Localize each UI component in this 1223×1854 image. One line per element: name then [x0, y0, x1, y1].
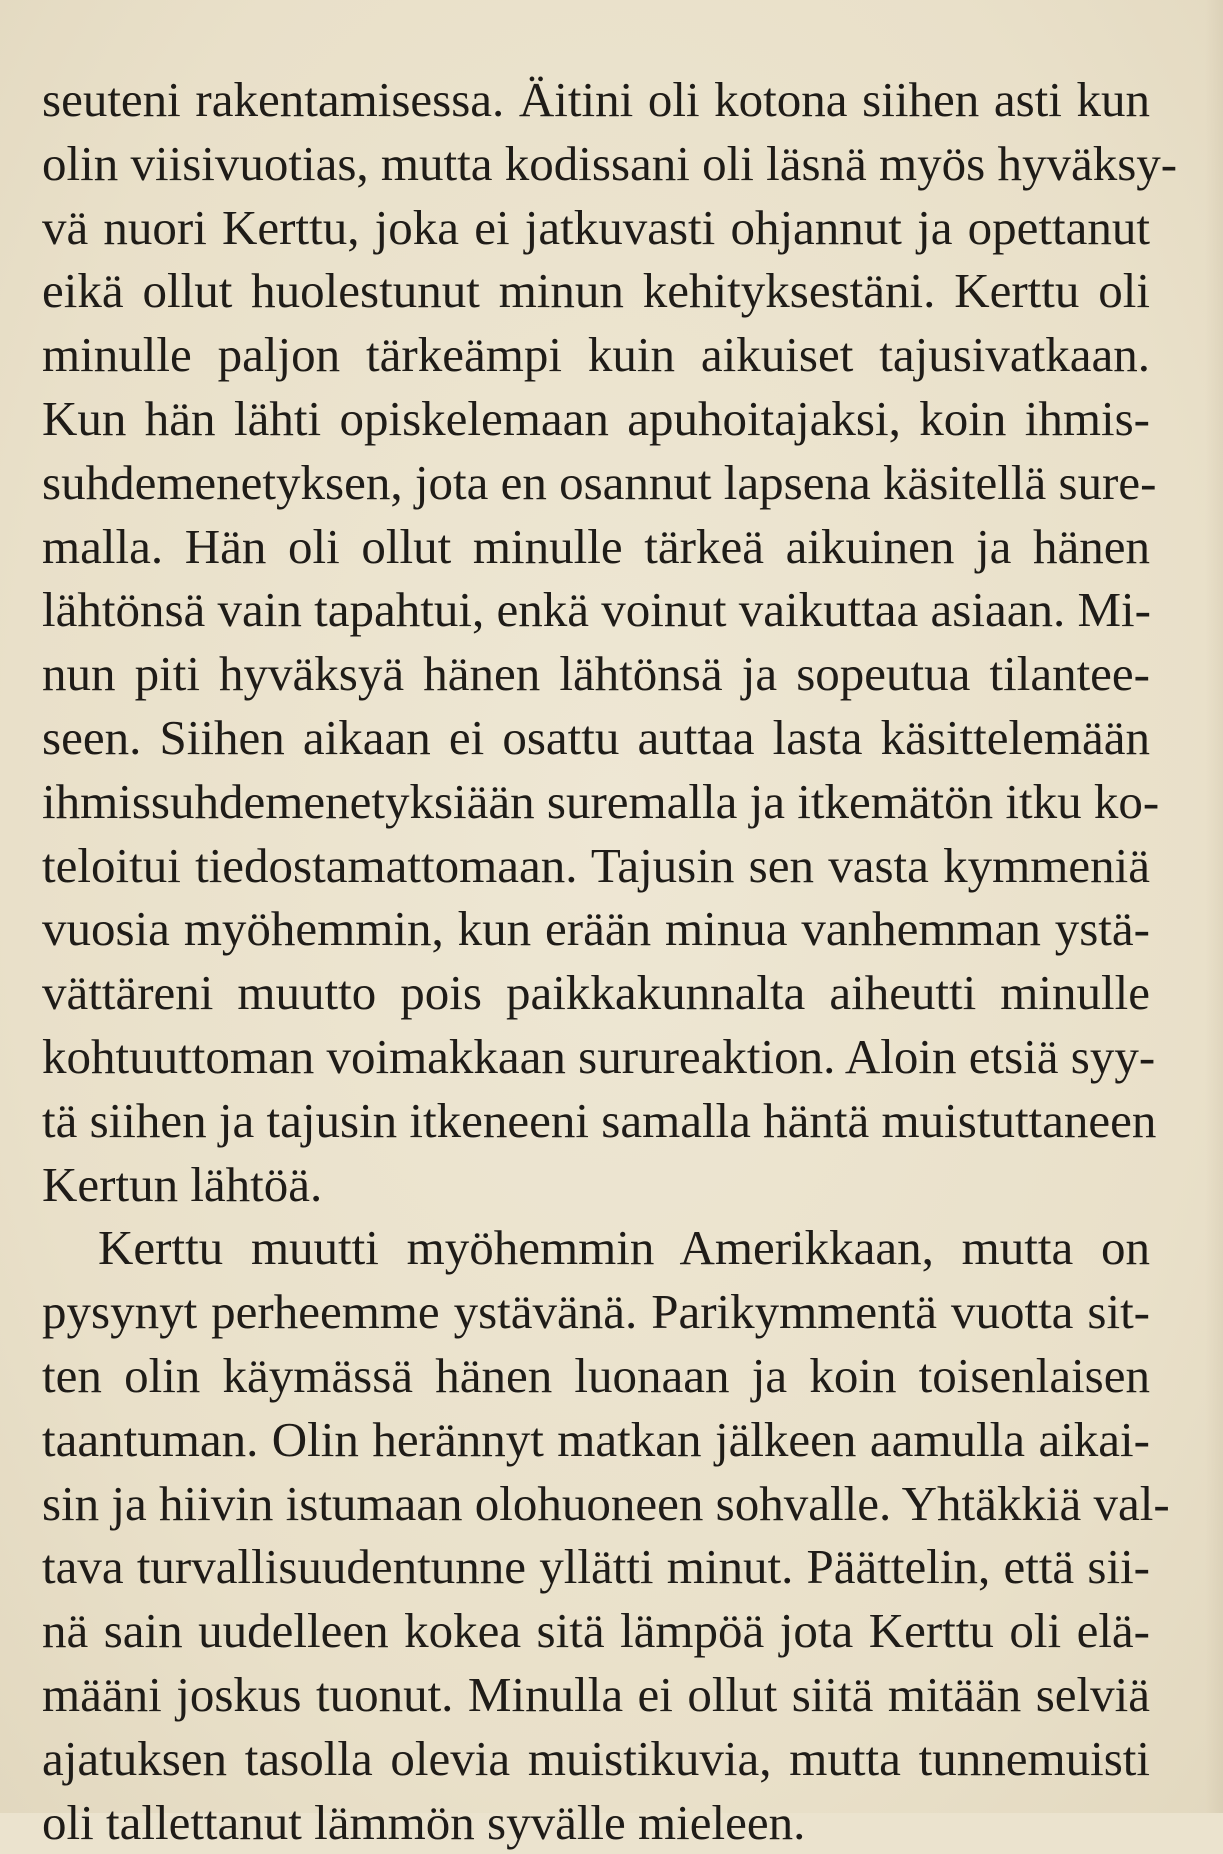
text-line: ten olin käymässä hänen luonaan ja koin toisenlaisen: [42, 1347, 1150, 1403]
text-line: nun piti hyväksyä hänen lähtönsä ja sopeutua tilantee-: [42, 646, 1150, 702]
text-line: minulle paljon tärkeämpi kuin aikuiset tajusivatkaan.: [42, 327, 1150, 383]
text-line: tava turvallisuudentunne yllätti minut. Päättelin, että sii-: [42, 1539, 1150, 1595]
text-line: vuosia myöhemmin, kun erään minua vanhemman ystä-: [42, 901, 1150, 957]
text-line: ajatuksen tasolla olevia muistikuvia, mutta tunnemuisti: [42, 1730, 1150, 1786]
text-line: lähtönsä vain tapahtui, enkä voinut vaikuttaa asiaan. Mi-: [42, 582, 1151, 638]
text-line: teloitui tiedostamattomaan. Tajusin sen vasta kymmeniä: [42, 837, 1150, 893]
text-line: olin viisivuotias, mutta kodissani oli läsnä myös hyväksy-: [42, 135, 1178, 191]
text-line: vättäreni muutto pois paikkakunnalta aiheutti minulle: [42, 965, 1150, 1021]
text-line: Kerttu muutti myöhemmin Amerikkaan, mutta on: [98, 1220, 1150, 1276]
text-line: pysynyt perheemme ystävänä. Parikymmentä vuotta sit-: [42, 1284, 1150, 1340]
text-line: taantuman. Olin herännyt matkan jälkeen aamulla aikai-: [42, 1411, 1150, 1467]
text-line: Kun hän lähti opiskelemaan apuhoitajaksi, koin ihmis-: [42, 390, 1150, 446]
text-line: seen. Siihen aikaan ei osattu auttaa lasta käsittelemään: [42, 709, 1150, 765]
text-line: vä nuori Kerttu, joka ei jatkuvasti ohjannut ja opettanut: [42, 199, 1150, 255]
paragraph-1: [42, 68, 1178, 1216]
text-line: eikä ollut huolestunut minun kehityksestäni. Kerttu oli: [42, 263, 1150, 319]
text-line: nä sain uudelleen kokea sitä lämpöä jota Kerttu oli elä-: [42, 1603, 1150, 1659]
page-edge-shadow: [1205, 0, 1223, 1813]
body-text: [42, 68, 1178, 1854]
text-line: ihmissuhdemenetyksiään suremalla ja itkemätön itku ko-: [42, 773, 1160, 829]
text-line: määni joskus tuonut. Minulla ei ollut siitä mitään selviä: [42, 1666, 1150, 1722]
text-line: Kertun lähtöä.: [42, 1156, 323, 1212]
text-line: tä siihen ja tajusin itkeneeni samalla häntä muistuttaneen: [42, 1092, 1157, 1148]
text-line: oli tallettanut lämmön syvälle mieleen.: [42, 1794, 806, 1850]
text-line: sin ja hiivin istumaan olohuoneen sohvalle. Yhtäkkiä val-: [42, 1475, 1170, 1531]
text-line: kohtuuttoman voimakkaan surureaktion. Aloin etsiä syy-: [42, 1028, 1156, 1084]
text-line: seuteni rakentamisessa. Äitini oli kotona siihen asti kun: [42, 72, 1150, 127]
paragraph-2: [42, 1216, 1170, 1854]
text-line: malla. Hän oli ollut minulle tärkeä aikuinen ja hänen: [42, 518, 1150, 574]
text-line: suhdemenetyksen, jota en osannut lapsena käsitellä sure-: [42, 454, 1157, 510]
